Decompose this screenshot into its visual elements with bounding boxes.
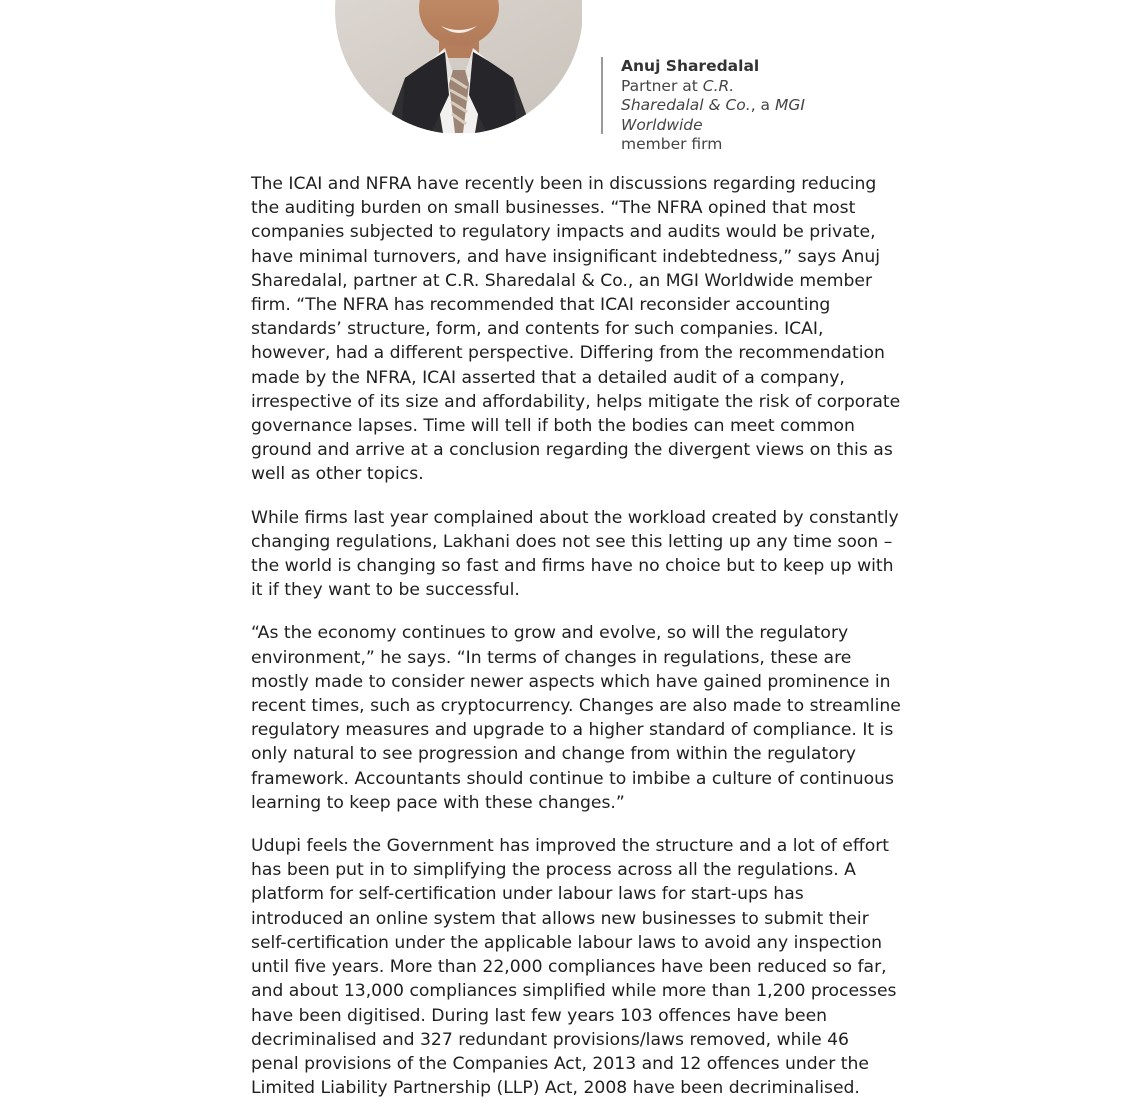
caption-firm: C.R. Sharedalal & Co. (621, 76, 751, 114)
caption-role (621, 77, 821, 136)
caption-suffix: member firm (621, 135, 723, 153)
caption-network: MGI Worldwide (621, 96, 805, 134)
portrait-photo (335, 0, 582, 133)
paragraph-2: While firms last year complained about the workload created by constantly changing regulations, Lakhani does not see this letting up any time soon – the world is changing so fast and firms have no choice but to keep up with it if they want to be successful. (251, 507, 899, 601)
caption-connector: , a (750, 96, 775, 114)
paragraph-3: “As the economy continues to grow and evolve, so will the regulatory environment,” he says. “In terms of changes in regulations, these are mostly made to consider newer aspects which have gained prominence in recent times, such as cryptocurrency. Changes are also made to streamline regulatory measures and upgrade to a higher standard of compliance. It is only natural to see progression and change from within the regulatory framework. Accountants should continue to imbibe a culture of continuous learning to keep pace with these changes.” (251, 623, 901, 813)
photo-caption (621, 57, 821, 155)
article-body (251, 172, 901, 1119)
caption-divider (601, 57, 603, 134)
paragraph-1: The ICAI and NFRA have recently been in discussions regarding reducing the auditing burden on small businesses. “The NFRA opined that most companies subjected to regulatory impacts and audits would be private, have minimal turnovers, and have insignificant indebtedness,” says Anuj Sharedalal, partner at C.R. Sharedalal & Co., an MGI Worldwide member firm. “The NFRA has recommended that ICAI reconsider accounting standards’ structure, form, and contents for such companies. ICAI, however, had a different perspective. Differing from the recommendation made by the NFRA, ICAI asserted that a detailed audit of a company, irrespective of its size and affordability, helps mitigate the risk of corporate governance lapses. Time will tell if both the bodies can meet common ground and arrive at a conclusion regarding the divergent views on this as well as other topics. (251, 174, 901, 485)
portrait-illustration (335, 0, 582, 133)
caption-role-prefix: Partner at (621, 76, 703, 95)
caption-name: Anuj Sharedalal (621, 57, 760, 75)
paragraph-4: Udupi feels the Government has improved the structure and a lot of effort has been put in to simplifying the process across all the regulations. A platform for self-certification under labour laws for start-ups has introduced an online system that allows new businesses to submit their self-certification under the applicable labour laws to avoid any inspection until five years. More than 22,000 compliances have been reduced so far, and about 13,000 compliances simplified while more than 1,200 processes have been digitised. During last few years 103 offences have been decriminalised and 327 redundant provisions/laws removed, while 46 penal provisions of the Companies Act, 2013 and 12 offences under the Limited Liability Partnership (LLP) Act, 2008 have been decriminalised. (251, 836, 897, 1099)
